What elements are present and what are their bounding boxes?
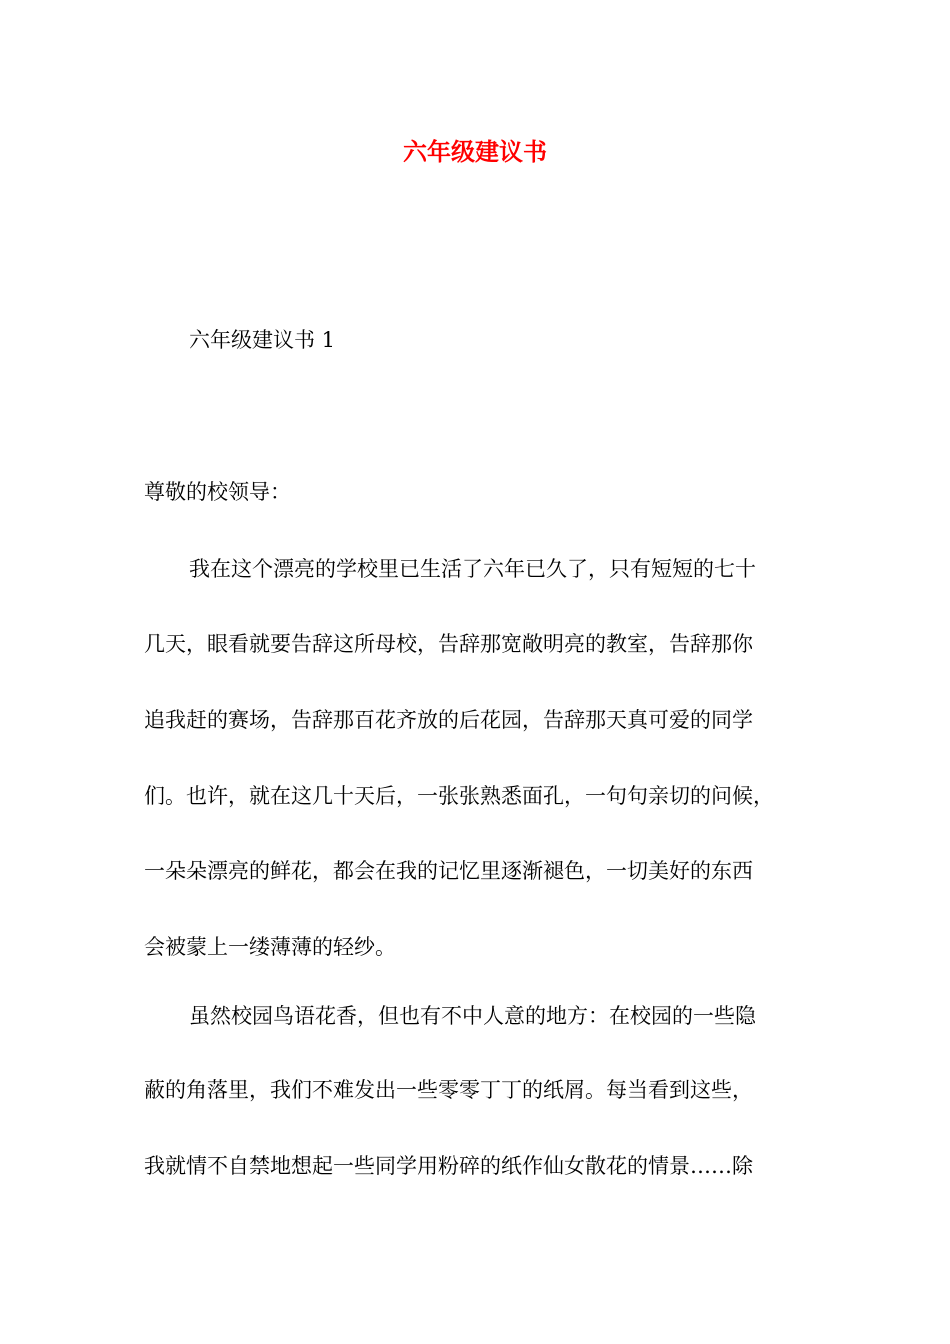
paragraph-line: 们。也许，就在这几十天后，一张张熟悉面孔，一句句亲切的问候， (144, 784, 774, 808)
paragraph-line: 几天，眼看就要告辞这所母校，告辞那宽敞明亮的教室，告辞那你 (144, 632, 753, 656)
document-title: 六年级建议书 (403, 137, 547, 166)
paragraph-line: 一朵朵漂亮的鲜花，都会在我的记忆里逐渐褪色，一切美好的东西 (144, 859, 753, 883)
paragraph-line: 会被蒙上一缕薄薄的轻纱。 (144, 935, 396, 959)
paragraph-line: 追我赶的赛场，告辞那百花齐放的后花园，告辞那天真可爱的同学 (144, 708, 753, 732)
salutation: 尊敬的校领导： (144, 480, 291, 504)
paragraph-line: 虽然校园鸟语花香，但也有不中人意的地方：在校园的一些隐 (189, 1004, 756, 1028)
paragraph-line: 蔽的角落里，我们不难发出一些零零丁丁的纸屑。每当看到这些， (144, 1078, 753, 1102)
paragraph-line: 我就情不自禁地想起一些同学用粉碎的纸作仙女散花的情景……除 (144, 1154, 753, 1178)
section-subtitle: 六年级建议书 1 (189, 328, 336, 352)
paragraph-line: 我在这个漂亮的学校里已生活了六年已久了，只有短短的七十 (189, 557, 756, 581)
